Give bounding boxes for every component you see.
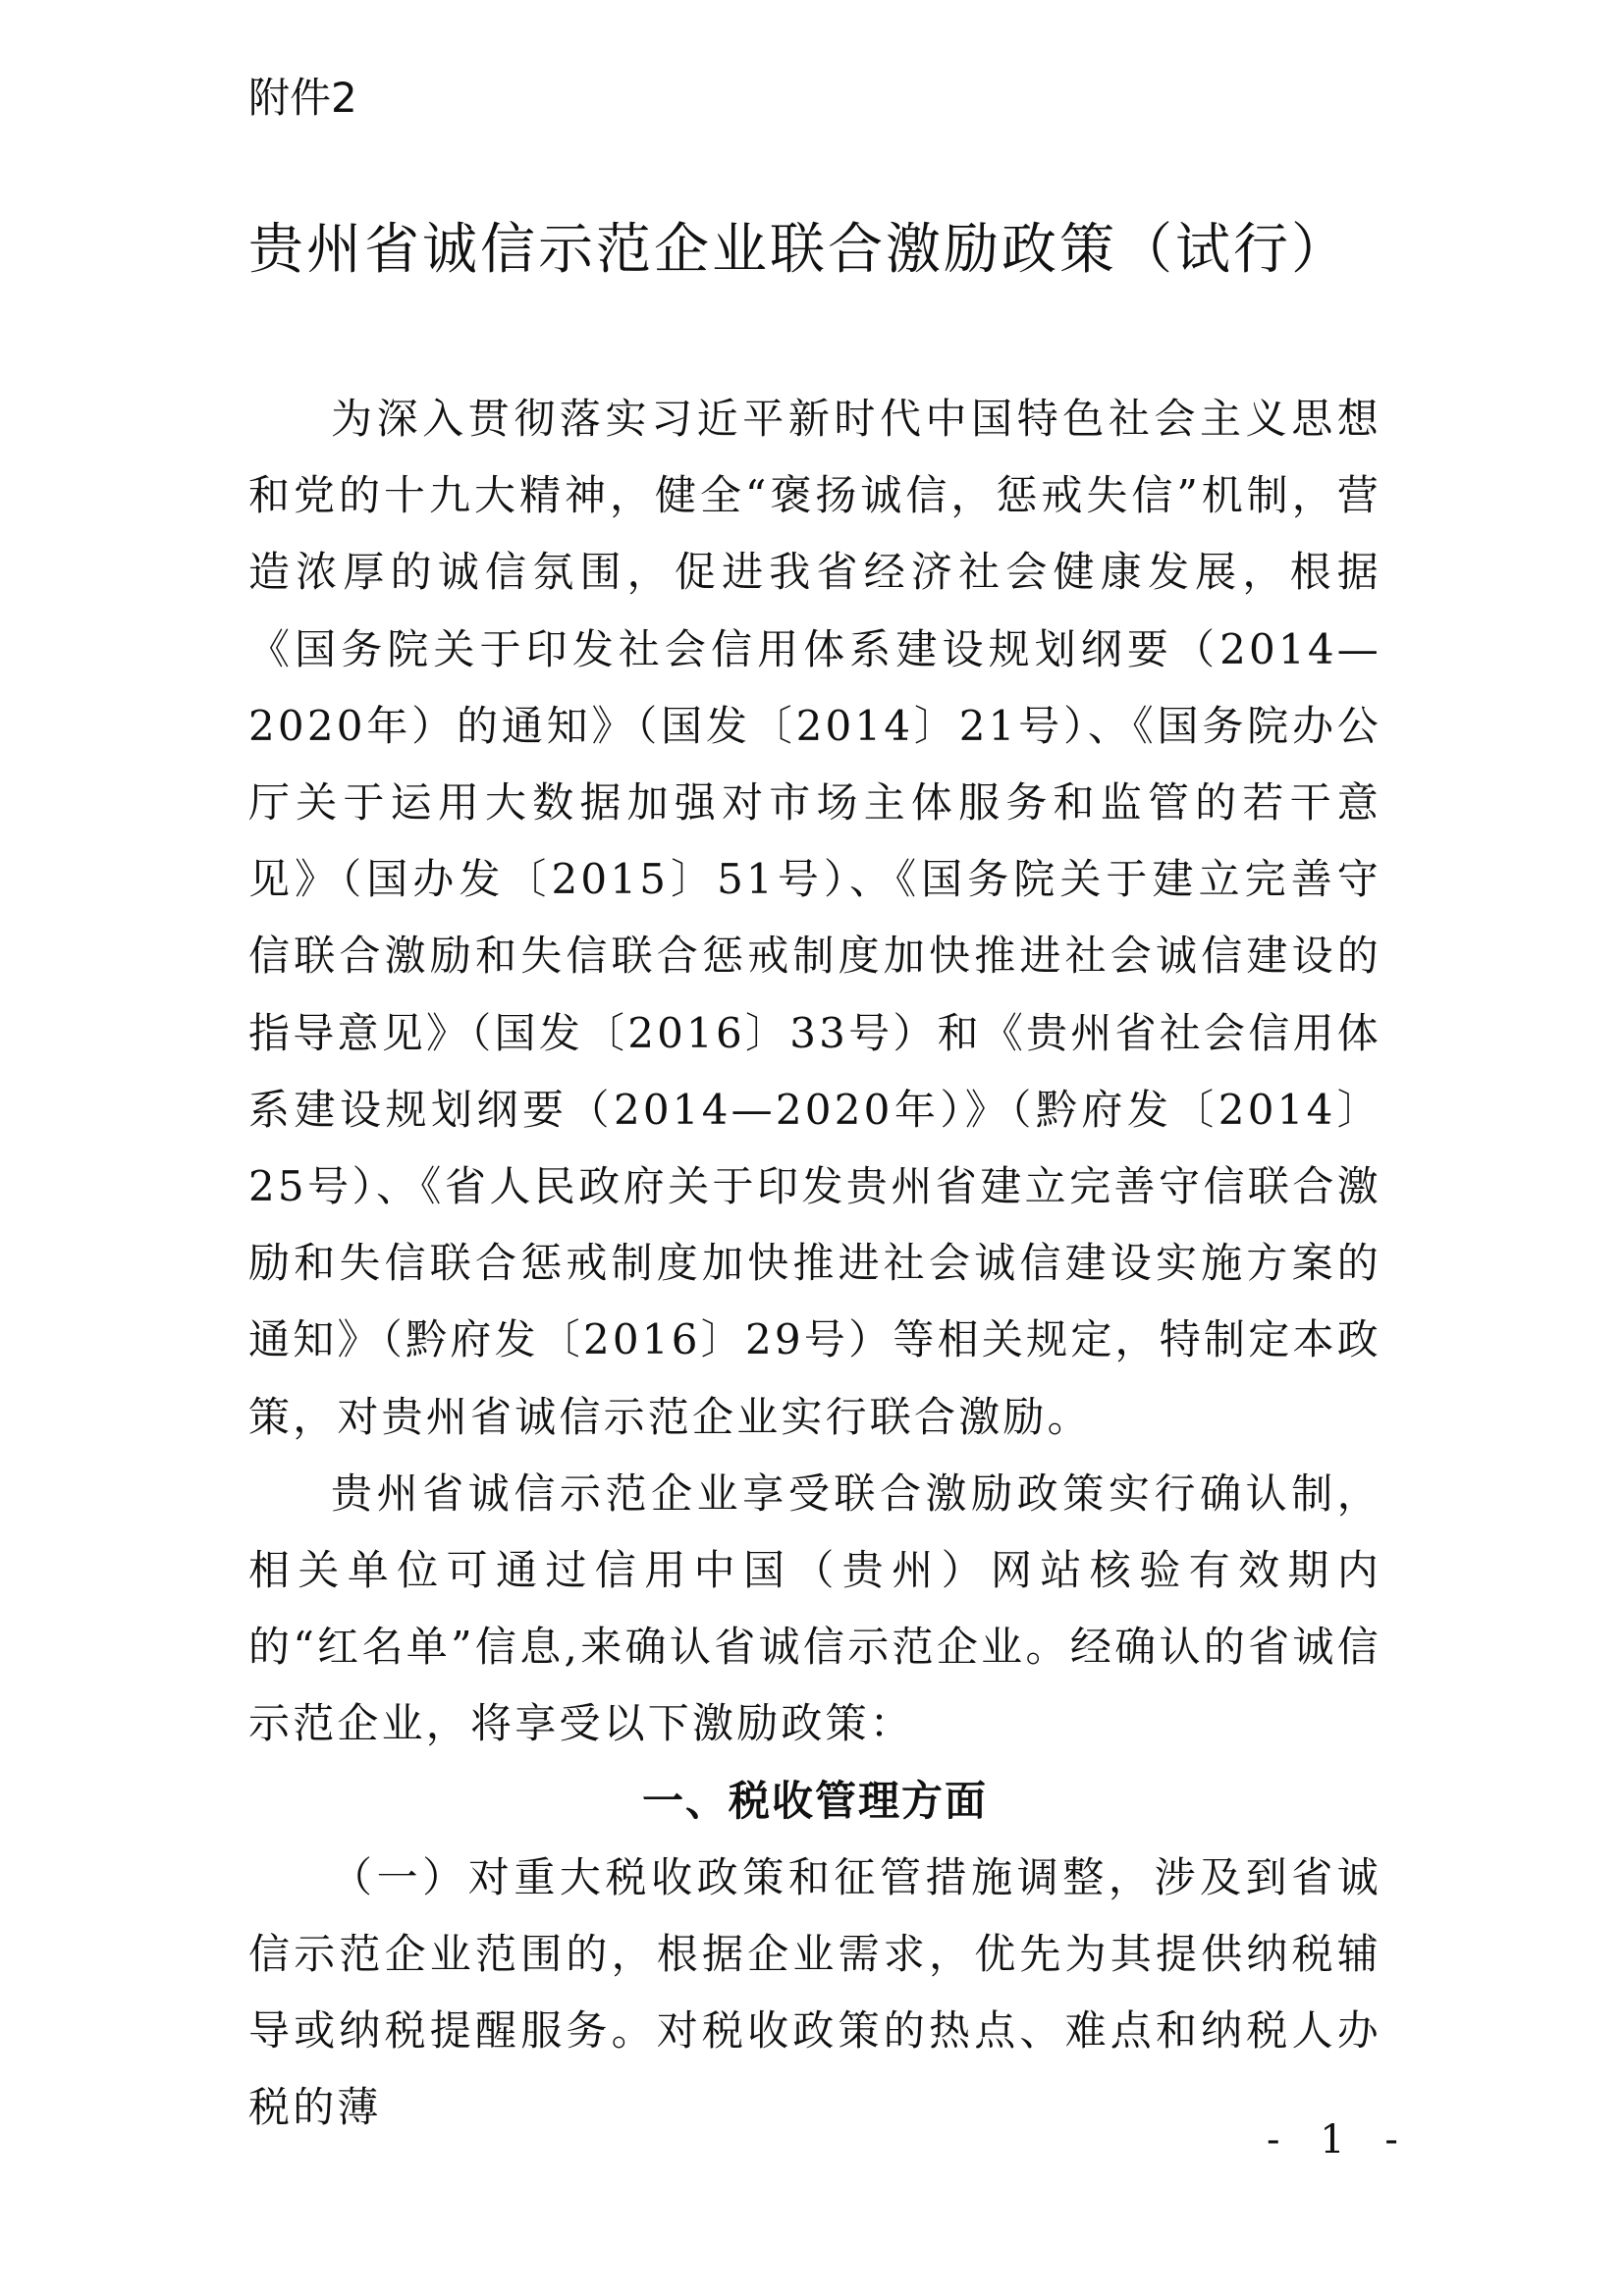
section-heading-tax-management: 一、税收管理方面: [641, 1776, 988, 1825]
intro-paragraph: 为深入贯彻落实习近平新时代中国特色社会主义思想和党的十九大精神，健全“褒扬诚信，惩戒失信”机制，营造浓厚的诚信氛围，促进我省经济社会健康发展，根据《国务院关于印发社会信用体系建设规划纲要（2014—2020年）的通知》（国发〔2014〕21号）、《国务院办公厅关于运用大数据加强对市场主体服务和监管的若干意见》（国办发〔2015〕51号）、《国务院关于建立完善守信联合激励和失信联合惩戒制度加快推进社会诚信建设的指导意见》（国发〔2016〕33号）和《贵州省社会信用体系建设规划纲要（2014—2020年）》（黔府发〔2014〕25号）、《省人民政府关于印发贵州省建立完善守信联合激励和失信联合惩戒制度加快推进社会诚信建设实施方案的通知》（黔府发〔2016〕29号）等相关规定，特制定本政策，对贵州省诚信示范企业实行联合激励。: [248, 395, 1381, 1441]
document-title: 贵州省诚信示范企业联合激励政策（试行）: [248, 218, 1349, 282]
attachment-label: 附件2: [248, 74, 357, 122]
document-body: [248, 381, 1381, 2147]
section-paragraph-1: （一）对重大税收政策和征管措施调整，涉及到省诚信示范企业范围的，根据企业需求，优先为其提供纳税辅导或纳税提醒服务。对税收政策的热点、难点和纳税人办税的薄: [248, 1852, 1381, 2132]
confirmation-paragraph: 贵州省诚信示范企业享受联合激励政策实行确认制，相关单位可通过信用中国（贵州）网站核验有效期内的“红名单”信息,来确认省诚信示范企业。经确认的省诚信示范企业，将享受以下激励政策：: [248, 1468, 1381, 1748]
page-number: - 1 -: [1267, 2117, 1412, 2163]
